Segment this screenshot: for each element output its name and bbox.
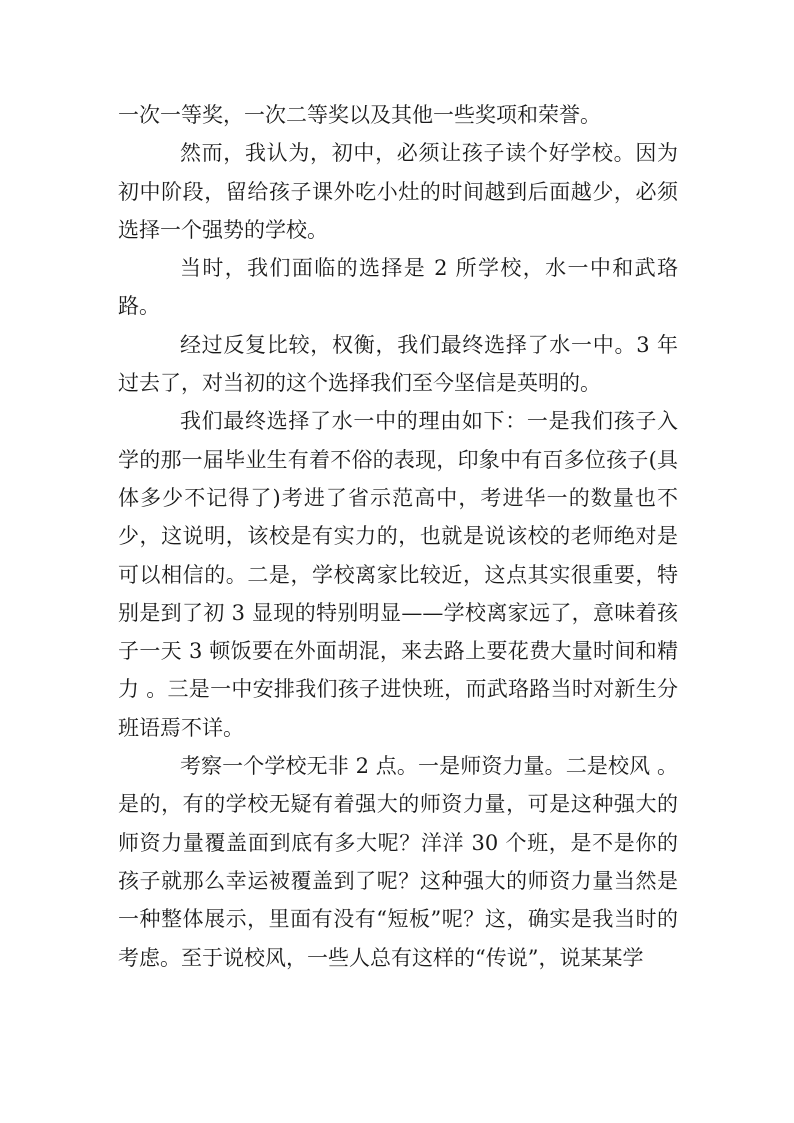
document-page bbox=[118, 96, 678, 977]
paragraph-5: 我们最终选择了水一中的理由如下：一是我们孩子入学的那一届毕业生有着不俗的表现，印象中有百多位孩子(具体多少不记得了)考进了省示范高中，考进华一的数量也不少，这说明，该校是有实力的，也就是说该校的老师绝对是可以相信的。二是，学校离家比较近，这点其实很重要，特别是到了初 3 显现的特别明显——学校离家远了，意味着孩子一天 3 顿饭要在外面胡混，来去路上要花费大量时间和精力 。三是一中安排我们孩子进快班，而武珞路当时对新生分班语焉不详。 bbox=[118, 409, 678, 740]
paragraph-1: 一次一等奖，一次二等奖以及其他一些奖项和荣誉。 bbox=[118, 103, 601, 127]
paragraph-3: 当时，我们面临的选择是 2 所学校，水一中和武珞路。 bbox=[118, 256, 678, 319]
paragraph-2: 然而，我认为，初中，必须让孩子读个好学校。因为初中阶段，留给孩子课外吃小灶的时间越到后面越少，必须选择一个强势的学校。 bbox=[118, 141, 678, 242]
paragraph-4: 经过反复比较，权衡，我们最终选择了水一中。3 年过去了，对当初的这个选择我们至今坚信是英明的。 bbox=[118, 332, 678, 396]
paragraph-6: 考察一个学校无非 2 点。一是师资力量。二是校风 。是的，有的学校无疑有着强大的师资力量，可是这种强大的师资力量覆盖面到底有多大呢？洋洋 30 个班，是不是你的孩子就那么幸运被覆盖到了呢？这种强大的师资力量当然是一种整体展示，里面有没有“短板”呢？这，确实是我当时的考虑。至于说校风，一些人总有这样的“传说”，说某某学 bbox=[118, 754, 678, 970]
